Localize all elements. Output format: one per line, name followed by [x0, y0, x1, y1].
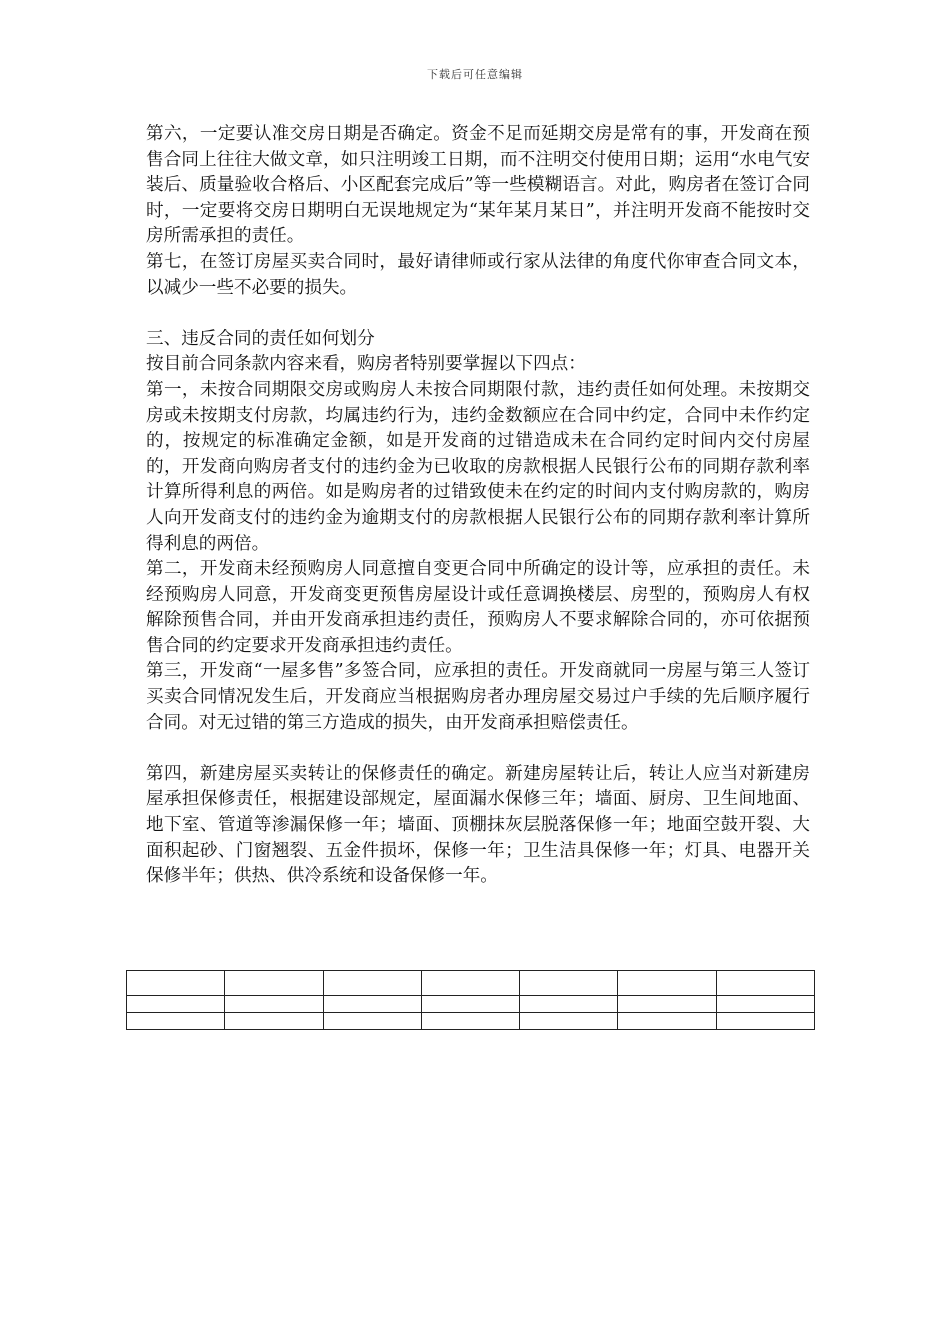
table-cell	[225, 996, 323, 1013]
paragraph-first-point: 第一，未按合同期限交房或购房人未按合同期限付款，违约责任如何处理。未按期交房或未按期支付房款，均属违约行为，违约金数额应在合同中约定，合同中未作约定的，按规定的标准确定金额，如是开发商的过错造成未在合同约定时间内交付房屋的，开发商向购房者支付的违约金为已收取的房款根据人民银行公布的同期存款利率计算所得利息的两倍。如是购房者的过错致使未在约定的时间内支付购房款的，购房人向开发商支付的违约金为逾期支付的房款根据人民银行公布的同期存款利率计算所得利息的两倍。	[146, 379, 810, 554]
blank-table	[126, 970, 815, 1030]
paragraph-seventh-point: 第七，在签订房屋买卖合同时，最好请律师或行家从法律的角度代你审查合同文本，以减少一些不必要的损失。	[146, 251, 810, 298]
table-row	[127, 971, 815, 996]
table-cell	[421, 971, 519, 996]
section-heading: 三、违反合同的责任如何划分	[146, 328, 375, 349]
table-cell	[618, 1013, 716, 1030]
paragraph-fourth-point: 第四，新建房屋买卖转让的保修责任的确定。新建房屋转让后，转让人应当对新建房屋承担保修责任，根据建设部规定，屋面漏水保修三年；墙面、厨房、卫生间地面、地下室、管道等渗漏保修一年；墙面、顶棚抹灰层脱落保修一年；地面空鼓开裂、大面积起砂、门窗翘裂、五金件损坏，保修一年；卫生洁具保修一年；灯具、电器开关保修半年；供热、供冷系统和设备保修一年。	[146, 763, 810, 887]
table-cell	[520, 996, 618, 1013]
table-cell	[618, 996, 716, 1013]
table-row	[127, 1013, 815, 1030]
table-cell	[127, 996, 225, 1013]
table-cell	[225, 1013, 323, 1030]
table-cell	[127, 1013, 225, 1030]
paragraph-third-point: 第三，开发商“一屋多售”多签合同，应承担的责任。开发商就同一房屋与第三人签订买卖合同情况发生后，开发商应当根据购房者办理房屋交易过户手续的先后顺序履行合同。对无过错的第三方造成的损失，由开发商承担赔偿责任。	[146, 661, 810, 733]
table-cell	[716, 996, 814, 1013]
table-cell	[716, 1013, 814, 1030]
paragraph-sixth-point: 第六，一定要认准交房日期是否确定。资金不足而延期交房是常有的事，开发商在预售合同上往往大做文章，如只注明竣工日期，而不注明交付使用日期；运用“水电气安装后、质量验收合格后、小区配套完成后”等一些模糊语言。对此，购房者在签订合同时，一定要将交房日期明白无误地规定为“某年某月某日”，并注明开发商不能按时交房所需承担的责任。	[146, 124, 810, 247]
table-cell	[323, 971, 421, 996]
table-cell	[618, 971, 716, 996]
document-body	[146, 122, 810, 890]
blank-line	[146, 736, 810, 762]
paragraph-intro: 按目前合同条款内容来看，购房者特别要掌握以下四点：	[146, 354, 586, 375]
table-cell	[323, 1013, 421, 1030]
table-cell	[225, 971, 323, 996]
table-row	[127, 996, 815, 1013]
table-cell	[421, 1013, 519, 1030]
page-header: 下载后可任意编辑	[427, 68, 523, 81]
paragraph-second-point: 第二，开发商未经预购房人同意擅自变更合同中所确定的设计等，应承担的责任。未经预购房人同意，开发商变更预售房屋设计或任意调换楼层、房型的，预购房人有权解除预售合同，并由开发商承担违约责任，预购房人不要求解除合同的，亦可依据预售合同的约定要求开发商承担违约责任。	[146, 559, 810, 656]
table-cell	[421, 996, 519, 1013]
table-cell	[127, 971, 225, 996]
table-cell	[716, 971, 814, 996]
table-cell	[520, 971, 618, 996]
table-cell	[520, 1013, 618, 1030]
table-cell	[323, 996, 421, 1013]
blank-line	[146, 301, 810, 327]
